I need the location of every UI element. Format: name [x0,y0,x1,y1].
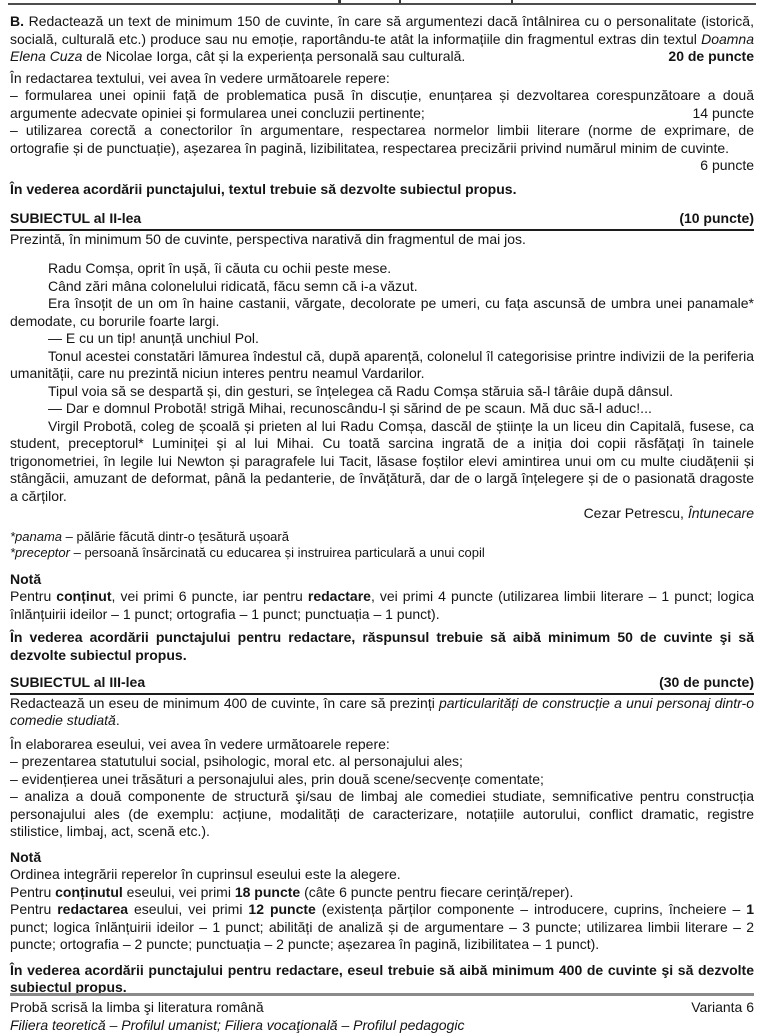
cutoff-tick-mark [338,0,341,3]
footer-variant: Varianta 6 [691,999,754,1017]
subject2-note-label: Notă [10,571,754,589]
task-b-paragraph: B. Redactează un text de minimum 150 de cuvinte, în care să argumentezi dacă întâlnirea cu o personalitate (istorică, socială, culturală etc.) produce sau nu emoție, raportându-te atât la informațiile din fragmentul extras din textul Doamna Elena Cuza de Nicolae Iorga, cât și la experiența personală sau culturală. 20 de puncte [10,13,754,66]
subject3-note-line2: Pentru conținutul eseului, vei primi 18 puncte (câte 6 puncte pentru fiecare cerință/reper). [10,884,754,902]
task-b-bullet-1: – formularea unei opinii față de problematica pusă în discuție, enunțarea și dezvoltarea corespunzătoare a două argumente adecvate opiniei și formularea unei concluzii pertinente; 14 puncte [10,87,754,122]
subject3-header [10,674,754,695]
subject3-guidelines-intro: În elaborarea eseului, vei avea în vedere următoarele repere: [10,736,754,754]
subject3-note-line3: Pentru redactarea eseului, vei primi 12 puncte (existența părților componente – introducere, cuprins, încheiere – 1 punct; logica înlănțuirii ideilor – 1 punct; abilități de analiză și de argumentare – 3 puncte; utilizarea limbii literare – 2 puncte; ortografia – 2 puncte; punctuația – 2 puncte; așezarea în pagină, lizibilitatea – 1 punct). [10,901,754,954]
quote-attribution: Cezar Petrescu, Întunecare [10,505,754,523]
subject3-bullet-2: – evidențierea unei trăsături a personajului ales, prin două scene/secvențe comentate; [10,771,754,789]
quote-paragraph: Virgil Probotă, coleg de școală și prieten al lui Radu Comșa, dascăl de științe la un liceu din Capitală, fusese, ca student, preceptorul* Luminiței și al lui Mihai. Cu toată sarcina ingrată de a iniția doi copii răsfățați în tainele trigonometriei, în legile lui Newton și paragrafele lui Tacit, lăsase foștilor elevi amintirea unui om cu multe ciudățenii și stângăcii, amuzant de deformat, până la pedanterie, de învățătură, dar de o largă înțelegere și de o pasionată dragoste a cărților. [10,418,754,506]
cutoff-tick-mark [511,0,513,3]
subject2-quote-block [10,260,754,505]
subject2-note-text: Pentru conținut, vei primi 6 puncte, iar pentru redactare, vei primi 4 puncte (utilizarea limbii literare – 1 punct; logica înlănțuirii ideilor – 1 punct; ortografia – 1 punct; punctuația – 1 punct). [10,588,754,623]
subject3-points: (30 de puncte) [659,674,754,692]
quote-paragraph: Era însoțit de un om în haine castanii, vărgate, decolorate pe umeri, cu fața ascunsă de umbra unei panamale* demodate, cu borurile foarte largi. [10,295,754,330]
subject3-note-line1: Ordinea integrării reperelor în cuprinsul eseului este la alegere. [10,866,754,884]
footnote-preceptor: *preceptor – persoană însărcinată cu educarea și instruirea particulară a unui copil [10,545,754,561]
subject3-note-label: Notă [10,849,754,867]
task-b-bullet-2: – utilizarea corectă a conectorilor în argumentare, respectarea normelor limbii literare (norme de exprimare, de ortografie și de punctuație), așezarea în pagină, lizibilitatea, respectarea precizării privind numărul minim de cuvinte. [10,122,754,157]
quote-paragraph: — Dar e domnul Probotă! strigă Mihai, recunoscându-l și sărind de pe scaun. Mă duc să-l aduc!... [10,400,754,418]
footer-track-info: Filiera teoretică – Profilul umanist; Filiera vocaţională – Profilul pedagogic [10,1017,754,1034]
quote-paragraph: — E cu un tip! anunță unchiul Pol. [10,330,754,348]
subject3-intro: Redactează un eseu de minimum 400 de cuvinte, în care să prezinți particularități de construcție a unui personaj dintr-o comedie studiată. [10,695,754,730]
quote-paragraph: Tipul voia să se despartă și, din gesturi, se înțelegea că Radu Comșa stăruia să-l târâie după dânsul. [10,383,754,401]
quote-paragraph: Tonul acestei constatări lămurea îndestul că, după aparență, colonelul îl categorisise printre indivizii de la periferia umanității, care nu prezintă niciun interes pentru neamul Vardarilor. [10,348,754,383]
subject2-intro: Prezintă, în minimum 50 de cuvinte, perspectiva narativă din fragmentul de mai jos. [10,231,754,249]
footer-row [10,999,754,1017]
subject2-points: (10 puncte) [679,210,754,228]
quote-paragraph: Când zări mâna colonelului ridicată, făcu semn că i-a văzut. [10,278,754,296]
subject2-header [10,210,754,231]
subject3-bullet-1: – prezentarea statutului social, psihologic, moral etc. al personajului ales; [10,753,754,771]
task-b-points-6: 6 puncte [10,157,754,175]
subject3-title: SUBIECTUL al III-lea [10,674,145,692]
subject3-requirement: În vederea acordării punctajului pentru redactare, eseul trebuie să aibă minimum 400 de cuvinte şi să dezvolte subiectul propus. [10,962,754,997]
footnote-panama: *panama – pălărie făcută dintr-o țesătură ușoară [10,529,754,545]
subject2-requirement: În vederea acordării punctajului pentru redactare, răspunsul trebuie să aibă minimum 50 de cuvinte şi să dezvolte subiectul propus. [10,629,754,664]
quote-paragraph: Radu Comșa, oprit în ușă, îi căuta cu ochii peste mese. [10,260,754,278]
footer-exam-name: Probă scrisă la limba şi literatura română [10,999,264,1017]
page-top-cutoff-rule [8,0,756,5]
page-footer [10,993,754,1034]
task-b-guidelines-intro: În redactarea textului, vei avea în vedere următoarele repere: [10,70,754,88]
subject3-bullet-3: – analiza a două componente de structură şi/sau de limbaj ale comediei studiate, semnificative pentru construcția personajului ales (de exemplu: acțiune, modalități de caracterizare, notațiile autorului, conflict dramatic, registre stilistice, limbaj, act, scenă etc.). [10,788,754,841]
cutoff-tick-mark [399,0,401,3]
subject2-title: SUBIECTUL al II-lea [10,210,141,228]
footnotes [10,529,754,561]
task-b-requirement: În vederea acordării punctajului, textul trebuie să dezvolte subiectul propus. [10,181,754,199]
